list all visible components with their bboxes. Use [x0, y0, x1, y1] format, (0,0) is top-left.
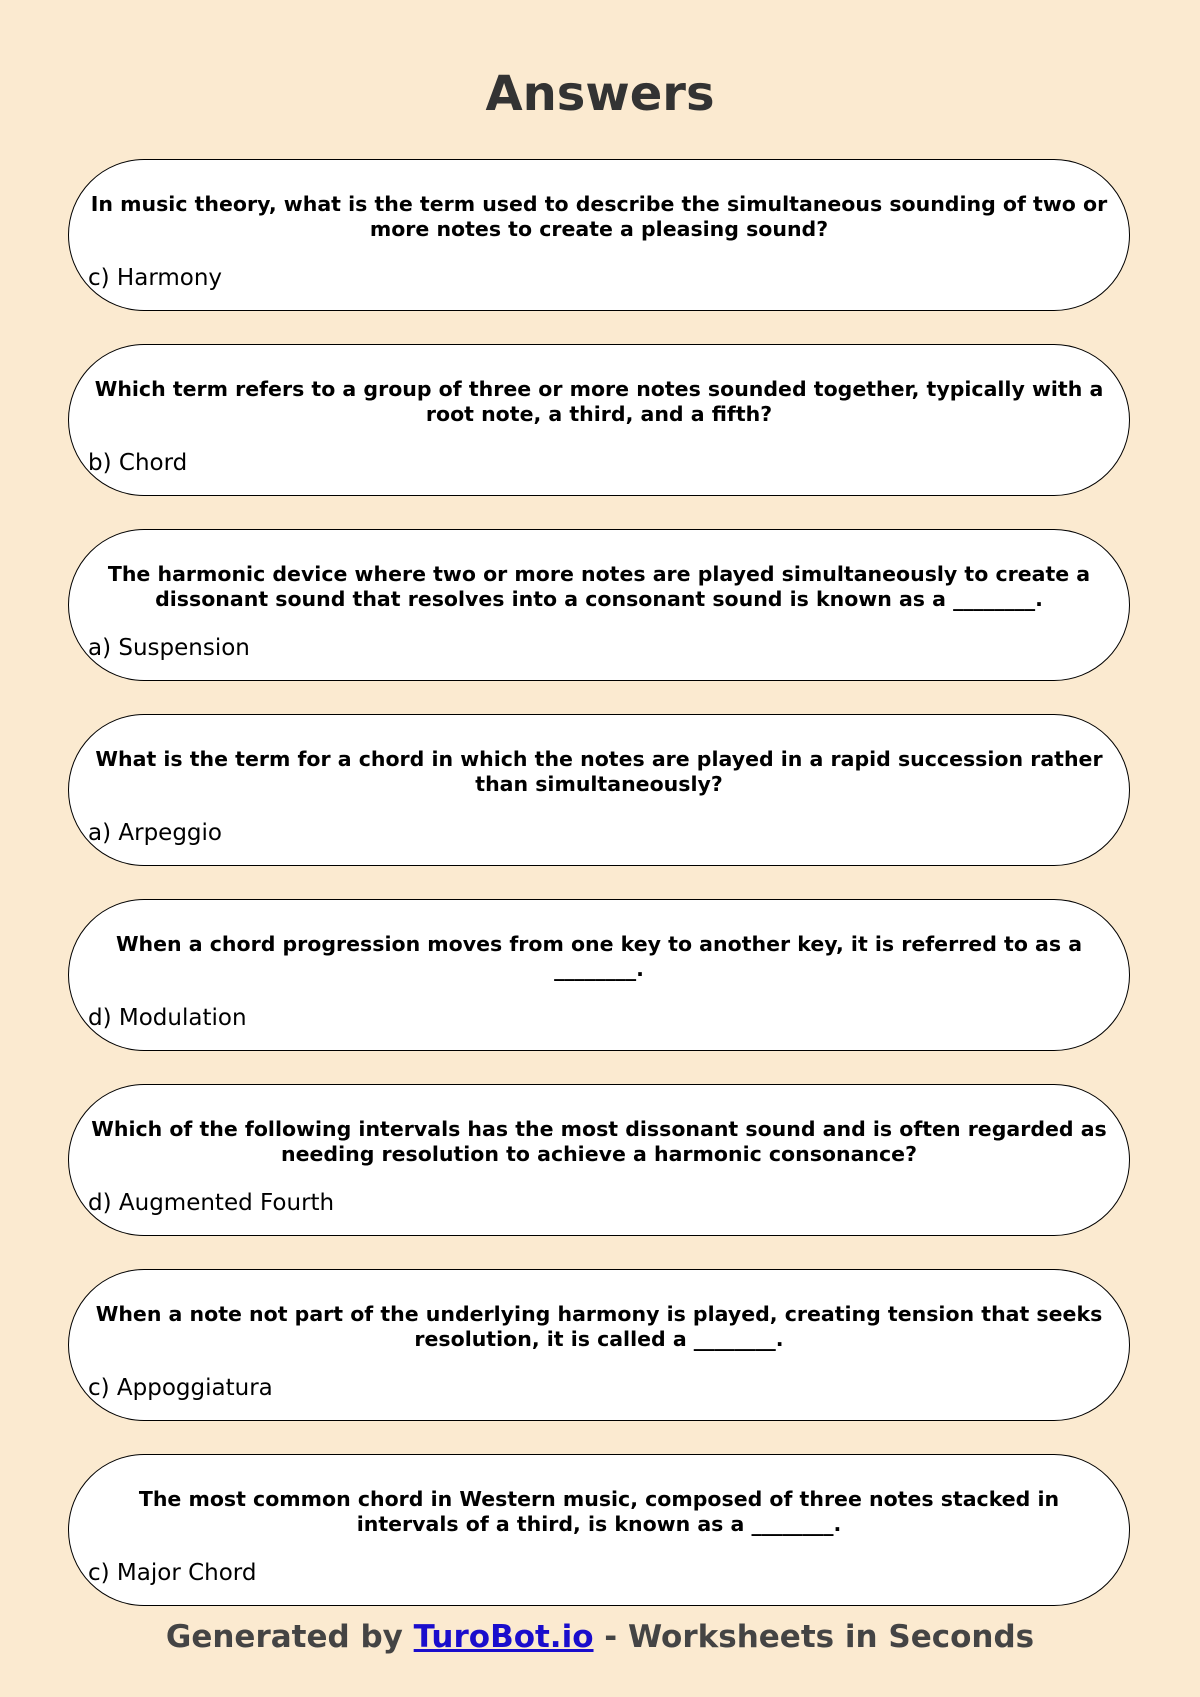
answer-card — [68, 714, 1130, 866]
answer-card — [68, 1269, 1130, 1421]
answer-text: a) Arpeggio — [88, 820, 222, 846]
answer-text: b) Chord — [88, 450, 188, 476]
answer-text: c) Appoggiatura — [88, 1375, 273, 1401]
question-text: What is the term for a chord in which the notes are played in a rapid succession rather than simultaneously? — [95, 747, 1103, 796]
answer-text: d) Augmented Fourth — [88, 1190, 335, 1216]
question-text: Which of the following intervals has the most dissonant sound and is often regarded as needing resolution to achieve a harmonic consonance? — [91, 1117, 1107, 1166]
question-text: In music theory, what is the term used to describe the simultaneous sounding of two or more notes to create a pleasing sound? — [90, 192, 1108, 241]
answer-card — [68, 1084, 1130, 1236]
question-text: When a note not part of the underlying harmony is played, creating tension that seeks resolution, it is called a ________. — [95, 1302, 1103, 1351]
answer-text: c) Harmony — [88, 265, 223, 291]
answer-card — [68, 1454, 1130, 1606]
footer-prefix: Generated by — [165, 1619, 414, 1655]
answer-text: a) Suspension — [88, 635, 250, 661]
answer-text: d) Modulation — [88, 1005, 247, 1031]
answer-text: c) Major Chord — [88, 1560, 257, 1586]
footer-suffix: - Worksheets in Seconds — [593, 1619, 1035, 1655]
question-text: The harmonic device where two or more notes are played simultaneously to create a dissonant sound that resolves into a consonant sound is known as a ________. — [107, 562, 1091, 611]
question-text: Which term refers to a group of three or more notes sounded together, typically with a root note, a third, and a fifth? — [94, 377, 1104, 426]
answer-list — [68, 159, 1132, 1639]
answer-card — [68, 159, 1130, 311]
footer-credit — [0, 1617, 1200, 1657]
answer-card — [68, 344, 1130, 496]
question-text: The most common chord in Western music, composed of three notes stacked in intervals of a third, is known as a ________. — [138, 1487, 1060, 1536]
answer-card — [68, 529, 1130, 681]
answer-card — [68, 899, 1130, 1051]
page-title: Answers — [485, 66, 715, 122]
question-text: When a chord progression moves from one key to another key, it is referred to as a ________. — [115, 932, 1083, 981]
turobot-link[interactable]: TuroBot.io — [413, 1619, 594, 1655]
